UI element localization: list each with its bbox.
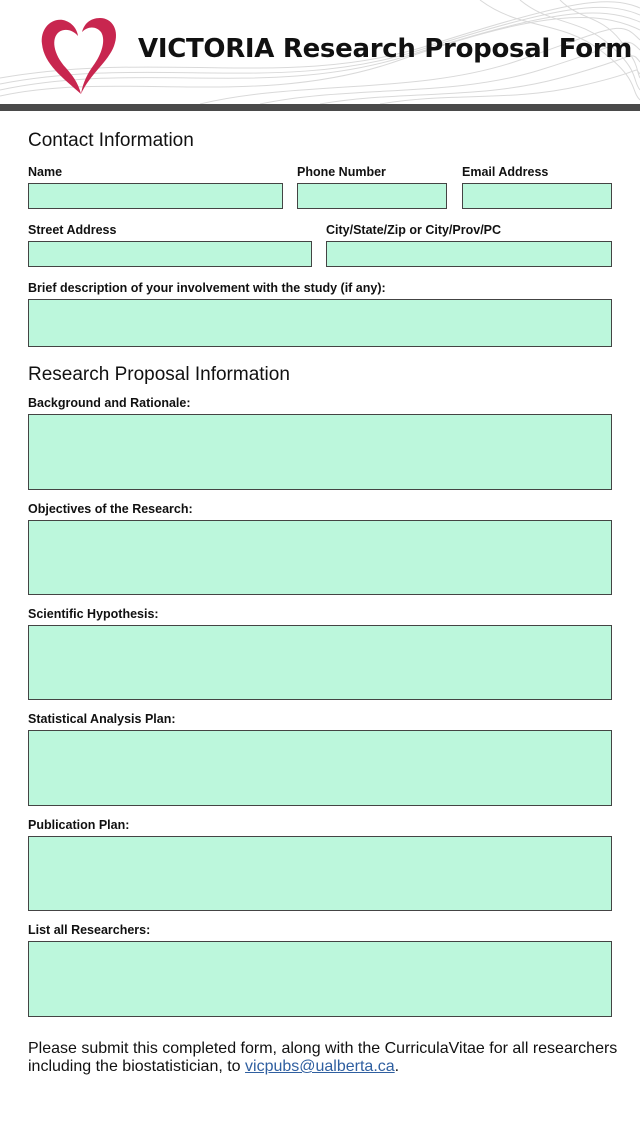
city-field[interactable]: [326, 241, 612, 267]
objectives-field[interactable]: [28, 520, 612, 595]
researchers-label: List all Researchers:: [28, 923, 151, 937]
research-section-title: Research Proposal Information: [28, 364, 290, 385]
hypothesis-label: Scientific Hypothesis:: [28, 607, 159, 621]
email-label: Email Address: [462, 165, 549, 179]
header-divider-bar: [0, 104, 640, 111]
phone-label: Phone Number: [297, 165, 386, 179]
instructions-text: Please submit this completed form, along with the CurriculaVitae for all researchers including the biostatistician, to: [28, 1040, 618, 1075]
phone-field[interactable]: [297, 183, 447, 209]
submission-instructions: [28, 1040, 618, 1076]
analysis-label: Statistical Analysis Plan:: [28, 712, 176, 726]
heart-logo-icon: [38, 12, 124, 98]
instructions-period: .: [394, 1058, 400, 1075]
street-field[interactable]: [28, 241, 312, 267]
email-field[interactable]: [462, 183, 612, 209]
contact-section-title: Contact Information: [28, 130, 194, 151]
involvement-field[interactable]: [28, 299, 612, 347]
analysis-field[interactable]: [28, 730, 612, 806]
publication-field[interactable]: [28, 836, 612, 911]
submission-email-link[interactable]: vicpubs@ualberta.ca: [245, 1058, 395, 1075]
name-label: Name: [28, 165, 63, 179]
background-field[interactable]: [28, 414, 612, 490]
hypothesis-field[interactable]: [28, 625, 612, 700]
researchers-field[interactable]: [28, 941, 612, 1017]
street-label: Street Address: [28, 223, 117, 237]
background-label: Background and Rationale:: [28, 396, 191, 410]
page-header: [0, 0, 640, 112]
page-title: VICTORIA Research Proposal Form: [138, 34, 633, 64]
publication-label: Publication Plan:: [28, 818, 130, 832]
involvement-label: Brief description of your involvement with the study (if any):: [28, 281, 386, 295]
objectives-label: Objectives of the Research:: [28, 502, 193, 516]
city-label: City/State/Zip or City/Prov/PC: [326, 223, 502, 237]
name-field[interactable]: [28, 183, 283, 209]
